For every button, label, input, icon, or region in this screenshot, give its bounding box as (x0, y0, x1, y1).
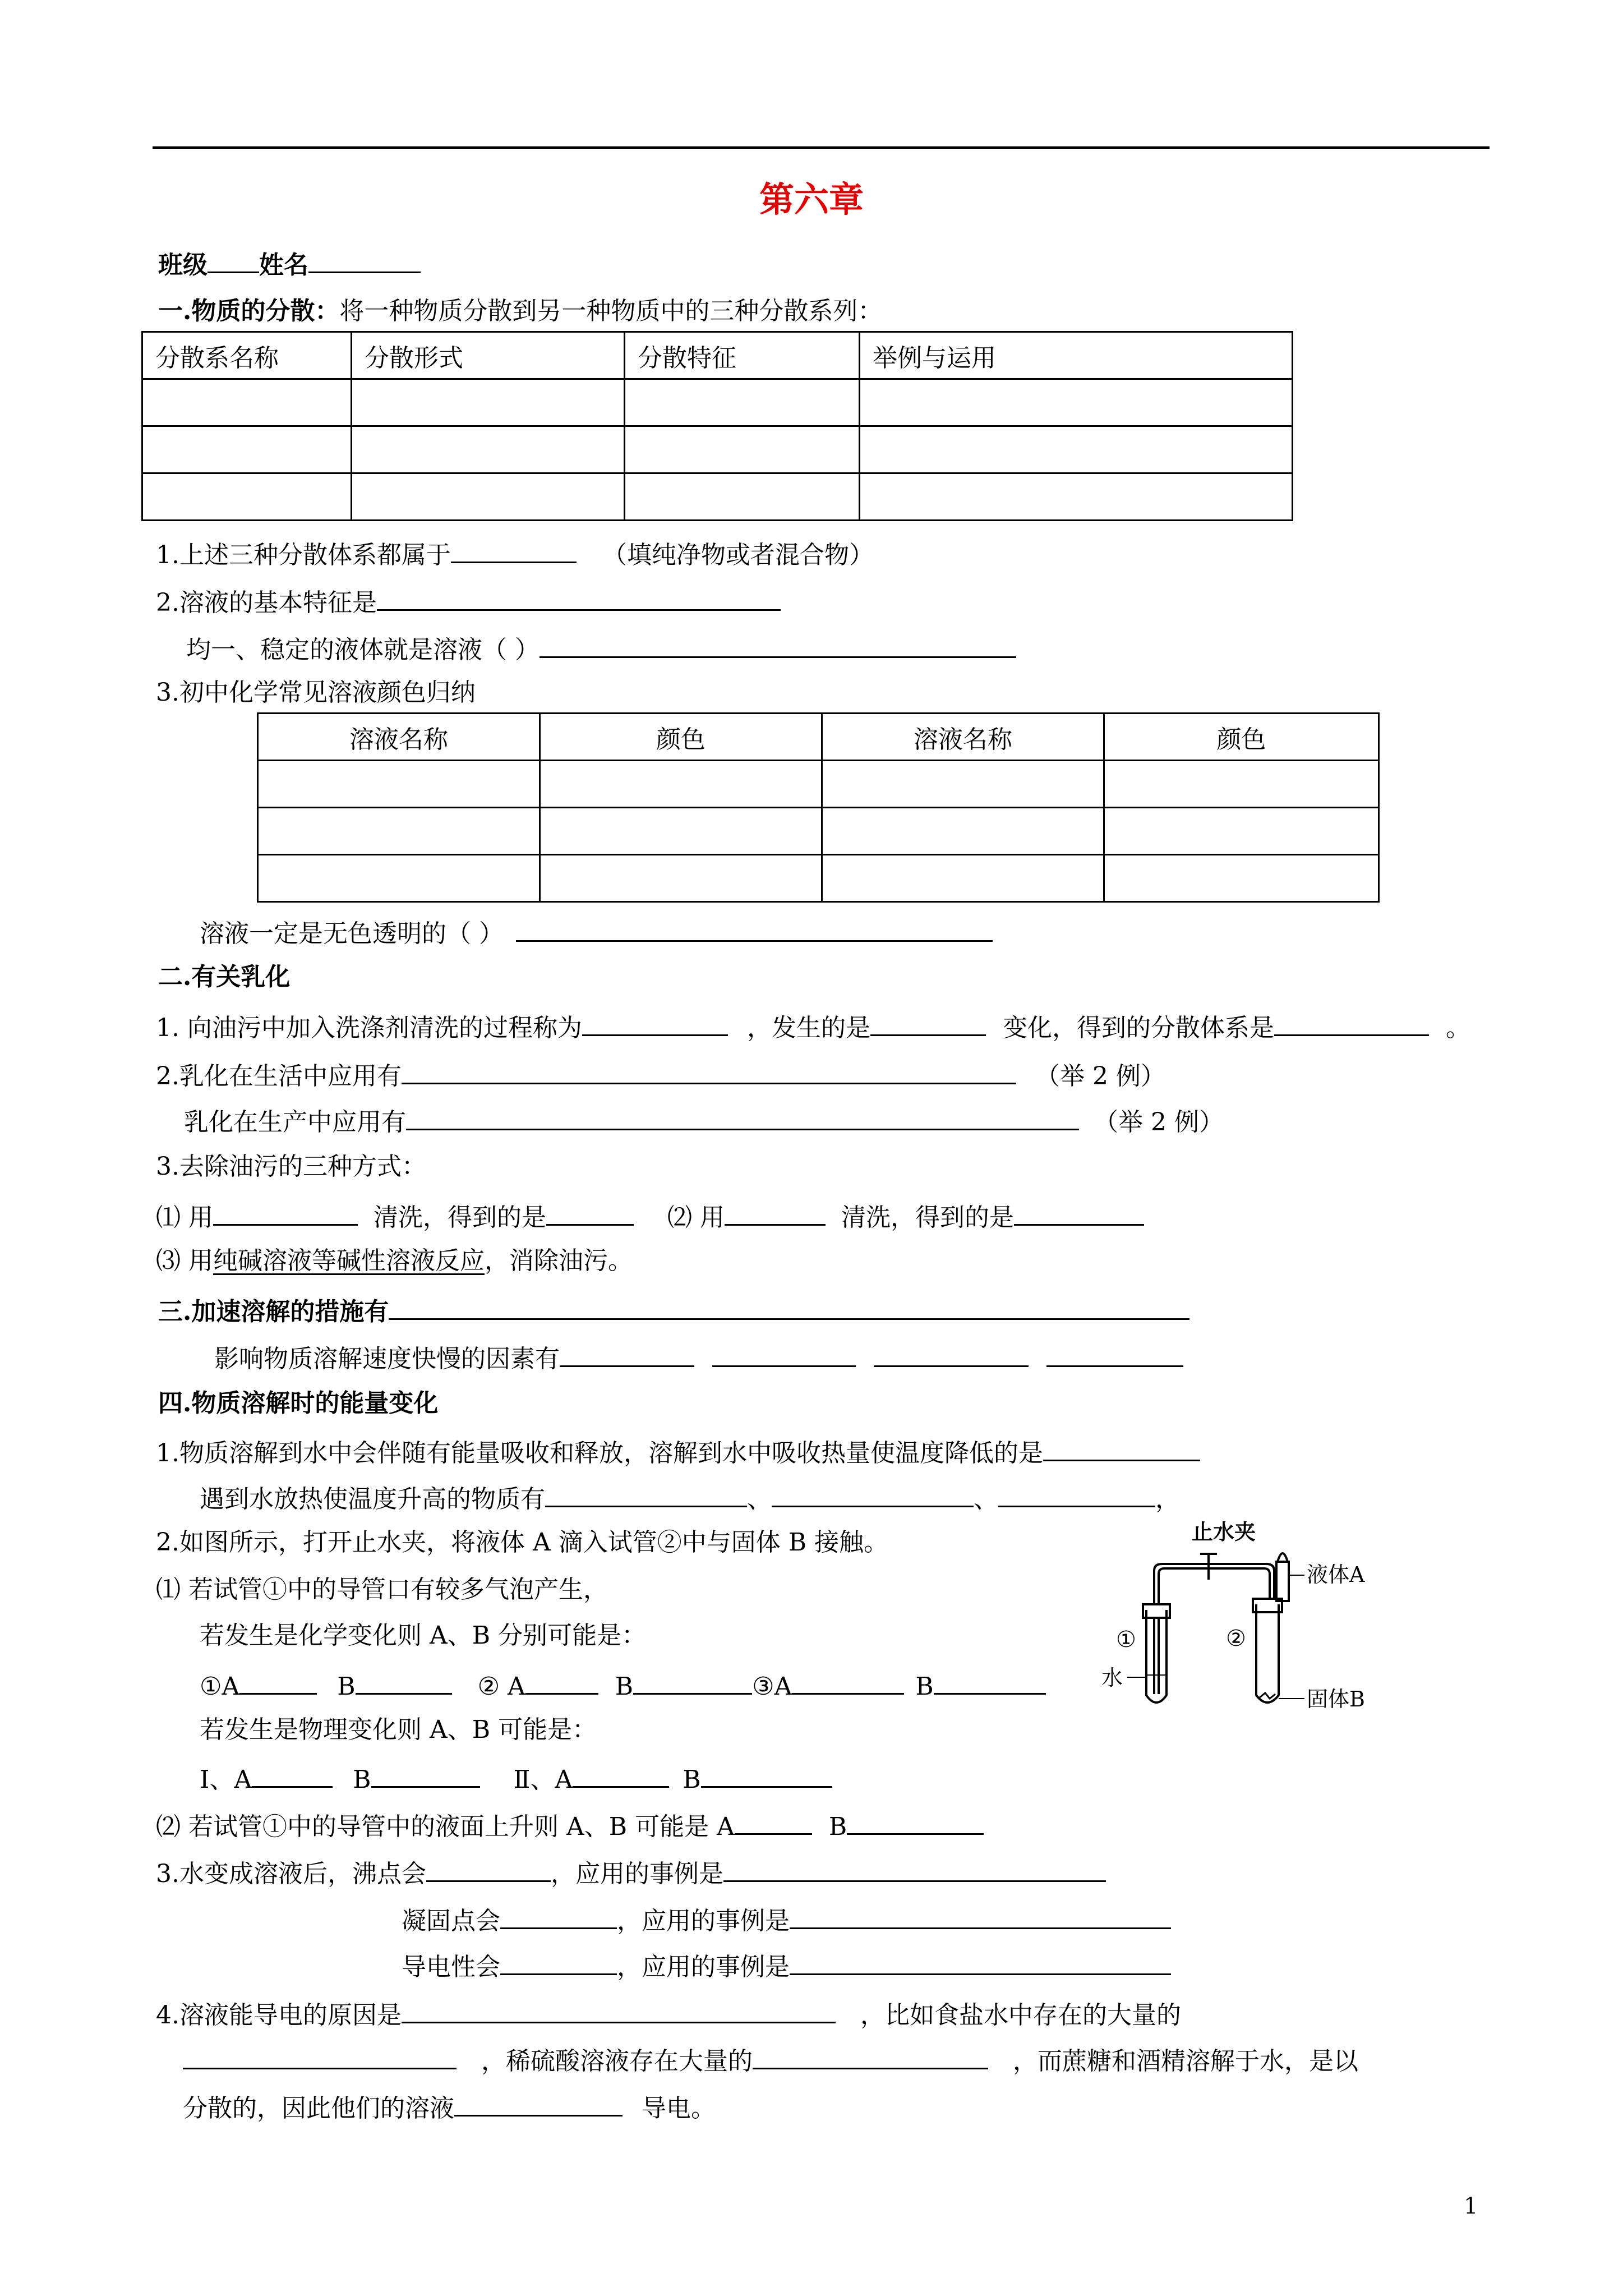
answer-blank[interactable] (377, 583, 781, 611)
class-blank[interactable] (208, 246, 259, 273)
table-header-cell: 分散特征 (625, 332, 860, 379)
answer-blank[interactable] (792, 1667, 904, 1695)
s4-q1-sub: 遇到水放热使温度升高的物质有 、 、 ， (200, 1480, 1180, 1515)
tube1-label: ① (1116, 1627, 1136, 1653)
answer-blank[interactable] (252, 1760, 333, 1788)
answer-blank[interactable] (1046, 1340, 1183, 1367)
answer-blank[interactable] (772, 1480, 974, 1507)
section2-heading: 二.有关乳化 (158, 963, 291, 991)
liquid-a-label: 液体A (1307, 1562, 1365, 1587)
answer-blank[interactable] (753, 2042, 988, 2069)
table-row (142, 426, 1293, 473)
answer-blank[interactable] (525, 1667, 598, 1695)
s4-q2-1-phys: 若发生是物理变化则 A、B 可能是： (200, 1715, 597, 1744)
section4-heading: 四.物质溶解时的能量变化 (158, 1389, 439, 1418)
s4-q2-1-row2: Ⅰ、A B Ⅱ、A B (200, 1760, 832, 1796)
test-tube-2 (1256, 1604, 1279, 1703)
table-row (258, 808, 1379, 855)
test-tube-1 (1146, 1610, 1166, 1703)
table-row (142, 379, 1293, 426)
tube2-label: ② (1226, 1626, 1246, 1651)
answer-blank[interactable] (371, 1760, 480, 1788)
table-row (258, 761, 1379, 808)
s3-sub: 影响物质溶解速度快慢的因素有 (214, 1340, 1183, 1375)
name-blank[interactable] (308, 246, 421, 273)
table-row (142, 473, 1293, 521)
s4-q4: 4.溶液能导电的原因是 ，比如食盐水中存在的大量的 (156, 1996, 1181, 2031)
s2-q3-1: ⑴ 用 清洗，得到的是 ⑵ 用 清洗，得到的是 (156, 1198, 1144, 1234)
top-rule (153, 146, 1490, 149)
answer-blank[interactable] (870, 1009, 986, 1036)
answer-blank[interactable] (573, 1760, 669, 1788)
dispersion-table (141, 331, 1293, 521)
solid-b-label: 固体B (1307, 1687, 1365, 1711)
answer-blank[interactable] (723, 1855, 1106, 1882)
color-table (257, 712, 1380, 903)
s4-q2-1-row: ①A B ② A B ③A B (200, 1667, 1046, 1703)
answer-blank[interactable] (998, 1480, 1155, 1507)
s4-q2-1: ⑴ 若试管①中的导管口有较多气泡产生， (156, 1575, 608, 1604)
s1-q3: 3.初中化学常见溶液颜色归纳 (156, 678, 476, 707)
answer-blank[interactable] (790, 1948, 1171, 1975)
class-label: 班级 (158, 251, 208, 279)
answer-blank[interactable] (389, 1292, 1189, 1320)
answer-blank[interactable] (500, 1948, 617, 1975)
answer-blank[interactable] (356, 1667, 452, 1695)
answer-blank[interactable] (847, 1807, 984, 1835)
s4-q1: 1.物质溶解到水中会伴随有能量吸收和释放，溶解到水中吸收热量使温度降低的是 (156, 1434, 1200, 1469)
s2-q2-sub: 乳化在生产中应用有 （举 2 例） (184, 1103, 1224, 1138)
s1-q2-sub: 均一、稳定的液体就是溶液（ ） (186, 631, 1016, 666)
water-label: 水 (1101, 1665, 1123, 1690)
section1-heading (158, 296, 882, 327)
table-row (258, 855, 1379, 902)
answer-blank[interactable] (712, 1340, 856, 1367)
answer-blank[interactable] (454, 2089, 623, 2116)
apparatus-figure (1099, 1509, 1368, 1717)
s1-q1: 1.上述三种分散体系都属于 （填纯净物或者混合物） (156, 536, 874, 571)
answer-blank[interactable] (516, 914, 993, 942)
table-header-cell: 溶液名称 (258, 714, 540, 761)
answer-blank[interactable] (1274, 1009, 1429, 1036)
section1-heading-text: 将一种物质分散到另一种物质中的三种分散系列： (339, 297, 883, 325)
answer-blank[interactable] (239, 1667, 317, 1695)
answer-blank[interactable] (874, 1340, 1029, 1367)
name-label: 姓名 (259, 251, 308, 279)
answer-blank[interactable] (701, 1760, 832, 1788)
answer-blank[interactable] (1043, 1434, 1200, 1461)
answer-blank[interactable] (725, 1198, 826, 1226)
table-header-cell: 举例与运用 (860, 332, 1293, 379)
s2-q2: 2.乳化在生活中应用有 （举 2 例） (156, 1057, 1165, 1092)
s1-q2: 2.溶液的基本特征是 (156, 583, 781, 619)
answer-blank[interactable] (426, 1855, 551, 1882)
answer-blank[interactable] (560, 1340, 694, 1367)
clamp-label: 止水夹 (1192, 1519, 1256, 1544)
page-number: 1 (1464, 2193, 1478, 2219)
answer-blank[interactable] (735, 1807, 812, 1835)
s4-q4-line2: ，稀硫酸溶液存在大量的 ，而蔗糖和酒精溶解于水，是以 (183, 2042, 1358, 2077)
s4-q2: 2.如图所示，打开止水夹，将液体 A 滴入试管②中与固体 B 接触。 (156, 1528, 889, 1557)
class-name-line (158, 246, 421, 281)
s4-q3-3: 导电性会 ，应用的事例是 (402, 1948, 1171, 1983)
answer-blank[interactable] (934, 1667, 1046, 1695)
s4-q2-2: ⑵ 若试管①中的导管中的液面上升则 A、B 可能是 A B (156, 1807, 984, 1843)
section1-heading-label: 一.物质的分散： (158, 297, 340, 325)
table-header-cell: 分散系名称 (142, 332, 352, 379)
table-header-cell: 颜色 (1104, 714, 1379, 761)
answer-blank[interactable] (500, 1902, 617, 1929)
s2-q3-3: ⑶ 用纯碱溶液等碱性溶液反应，消除油污。 (156, 1246, 633, 1275)
answer-blank[interactable] (633, 1667, 752, 1695)
answer-blank[interactable] (183, 2042, 457, 2069)
answer-blank[interactable] (582, 1009, 728, 1036)
s2-q3: 3.去除油污的三种方式： (156, 1152, 426, 1181)
s1-q3-sub: 溶液一定是无色透明的（ ） (200, 914, 993, 950)
answer-blank[interactable] (451, 536, 577, 563)
s4-q3-2: 凝固点会 ，应用的事例是 (402, 1902, 1171, 1937)
answer-blank[interactable] (790, 1902, 1171, 1929)
answer-blank[interactable] (545, 1480, 747, 1507)
answer-blank[interactable] (1014, 1198, 1144, 1226)
answer-blank[interactable] (402, 1057, 1016, 1084)
answer-blank[interactable] (402, 1996, 836, 2023)
page-title: 第六章 (759, 179, 864, 220)
s4-q3: 3.水变成溶液后，沸点会 ，应用的事例是 (156, 1855, 1106, 1890)
section3-heading: 三.加速溶解的措施有 (158, 1292, 1189, 1328)
table-header-cell: 分散形式 (352, 332, 625, 379)
dropper (1276, 1562, 1289, 1601)
answer-blank[interactable] (406, 1103, 1079, 1130)
table-header-cell: 溶液名称 (822, 714, 1104, 761)
answer-blank[interactable] (546, 1198, 634, 1226)
table-header-cell: 颜色 (540, 714, 822, 761)
s4-q4-line3: 分散的，因此他们的溶液 导电。 (183, 2089, 716, 2124)
s2-q1: 1. 向油污中加入洗涤剂清洗的过程称为 ，发生的是 变化，得到的分散体系是 。 (156, 1009, 1470, 1044)
s4-q2-1-chem: 若发生是化学变化则 A、B 分别可能是： (200, 1621, 647, 1650)
answer-blank[interactable] (213, 1198, 358, 1226)
answer-blank[interactable] (540, 631, 1016, 658)
